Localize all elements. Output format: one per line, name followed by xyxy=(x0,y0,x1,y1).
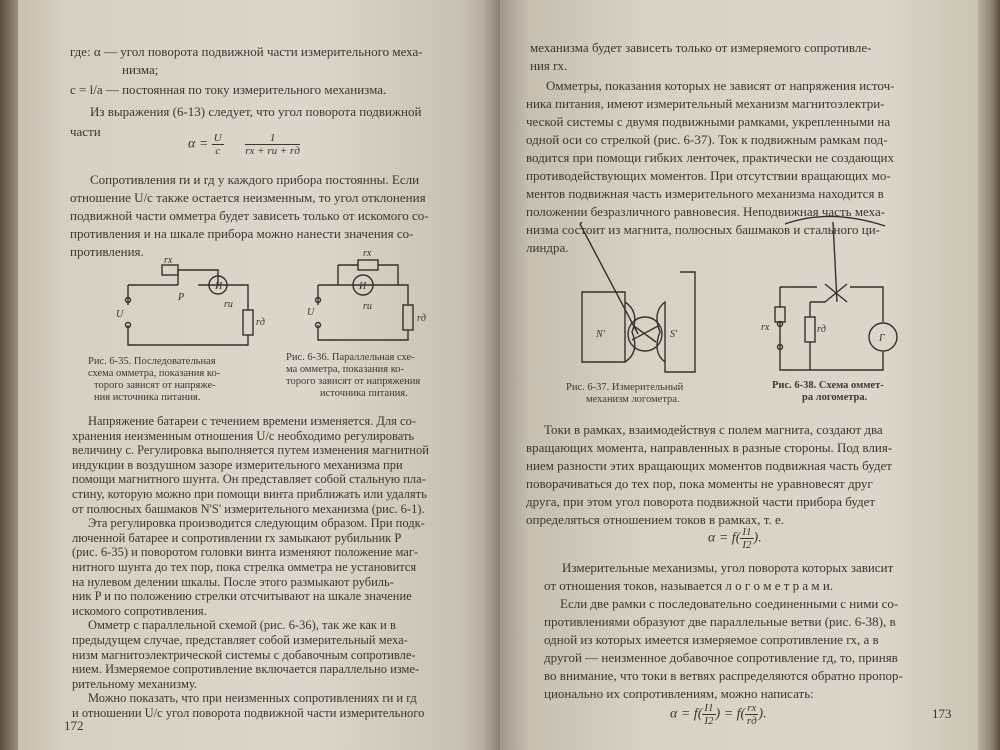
text-line: противлениями образуют две параллельные ветви (рис. 6-38), в xyxy=(544,614,896,629)
text-line: подвижной части омметра будет зависеть только от искомого со- xyxy=(70,208,429,223)
book-page-edges-right xyxy=(978,0,1000,750)
label-meter: И xyxy=(215,281,223,292)
label-ri: rи xyxy=(224,299,233,310)
label-rd: rд xyxy=(256,317,265,328)
text-line: и отношении U/c угол поворота подвижной части измерительного xyxy=(72,706,425,720)
text-line: Сопротивления rи и rд у каждого прибора постоянны. Если xyxy=(90,172,420,187)
page-number-left: 172 xyxy=(64,718,84,733)
formula-frac-u-c xyxy=(212,132,224,157)
figure-6-36-circuit xyxy=(303,245,443,350)
text-line: Напряжение батареи с течением времени изменяется. Для со- xyxy=(88,414,417,428)
text-line: на нулевом делении шкалы. После этого размыкают рубиль- xyxy=(72,574,394,589)
text-line: вращающих момента, направленных в разные стороны. Под влия- xyxy=(526,440,893,455)
text-line: индукции в воздушном зазоре измерительного механизма при xyxy=(72,457,403,472)
text-line: ника питания, имеют измерительный механизм магнитоэлектри- xyxy=(526,96,885,111)
text-line: низма состоит из магнита, полюсных башмаков и стального ци- xyxy=(526,222,881,237)
text-line: Омметр с параллельной схемой (рис. 6-36), так же как и в xyxy=(88,618,396,633)
label-rx: rx xyxy=(761,322,770,333)
text-line: где: α — угол поворота подвижной части измерительного меха- xyxy=(70,44,423,59)
text-line: ния rx. xyxy=(530,58,568,73)
caption-line: торого зависят от напряже- xyxy=(94,380,216,391)
formula-mid: = f xyxy=(723,706,741,722)
text-line: хранения неизменным отношения U/c необходимо регулировать xyxy=(72,428,415,443)
formula-num: rx xyxy=(747,702,757,714)
text-line: люченной батарее и сопротивлении rx замыкают рубильник P xyxy=(72,530,402,545)
label-rx: rx xyxy=(164,255,173,266)
formula-tail: . xyxy=(763,706,767,722)
text-line: рительному механизму. xyxy=(72,676,197,691)
text-line: ческой системы с двумя подвижными рамками, укрепленными на xyxy=(526,114,891,129)
caption-line: ма омметра, показания ко- xyxy=(286,364,405,375)
label-ri: rи xyxy=(363,301,372,312)
formula-den: I2 xyxy=(704,715,714,727)
text-line: Омметры, показания которых не зависят от напряжения источ- xyxy=(546,78,895,93)
formula-frac xyxy=(740,526,753,551)
formula-den: c xyxy=(215,145,221,157)
text-line: поворачиваться до тех пор, пока моменты не уравновесят друг xyxy=(526,476,873,491)
text-line: Из выражения (6-13) следует, что угол поворота подвижной xyxy=(90,104,422,119)
label-s: S' xyxy=(670,329,678,340)
text-line: друга, при этом угол поворота подвижной части прибора будет xyxy=(526,494,876,509)
caption-line: механизм логометра. xyxy=(586,394,680,405)
caption-line: источника питания. xyxy=(320,388,408,399)
label-rd: rд xyxy=(417,313,426,324)
text-line: водится при помощи гибких ленточек, практически не создающих xyxy=(526,150,894,165)
text-line: низма; xyxy=(122,62,159,77)
text-line: линдра. xyxy=(526,240,569,255)
formula-lhs: α = f xyxy=(670,706,698,722)
text-line: противления. xyxy=(70,244,144,259)
formula-den: I2 xyxy=(742,539,752,551)
figure-6-38-circuit xyxy=(755,212,905,377)
text-line: противления и на шкале прибора можно нанести значения со- xyxy=(70,226,414,241)
text-line: предыдущем случае, представляет собой измерительный меха- xyxy=(72,633,408,647)
label-rx: rx xyxy=(363,248,372,259)
caption-line: Рис. 6-36. Параллельная схе- xyxy=(286,352,415,363)
label-u: U xyxy=(116,309,124,320)
label-p: P xyxy=(178,292,185,303)
text-line: части xyxy=(70,124,101,139)
text-line: стину, которую можно при помощи винта приближать или удалять xyxy=(72,487,427,501)
text-line: c = l/a — постоянная по току измерительного механизма. xyxy=(70,82,387,97)
figure-6-37-caption xyxy=(566,382,683,406)
text-line: противодействующих моментов. При отсутствии вращающих мо- xyxy=(526,168,891,183)
text-line: от полюсных башмаков N'S' измерительного механизма (рис. 6-1). xyxy=(72,501,425,516)
formula-alpha xyxy=(188,132,300,157)
text-line: ник P и по положению стрелки отсчитывают на шкале значение xyxy=(72,589,412,604)
caption-line: Рис. 6-35. Последовательная xyxy=(88,356,216,367)
right-page xyxy=(500,0,978,750)
formula-tail: . xyxy=(758,530,762,546)
formula-den: rx + rи + rд xyxy=(245,145,300,157)
text-line: величину c. Регулировка выполняется путем изменения магнитной xyxy=(72,443,429,458)
text-line: определяться отношением токов в рамках, т. е. xyxy=(526,512,784,527)
text-line: нием. Измеряемое сопротивление включается параллельно изме- xyxy=(72,662,420,677)
formula-logometer-2: α = f( $\frac{I1}{I2}$ ) = f( $\frac{rx}{rд}$ ). xyxy=(670,702,767,727)
text-line: Измерительные механизмы, угол поворота которых зависит xyxy=(562,560,894,575)
formula-num: U xyxy=(213,132,222,144)
text-line: помощи магнитного шунта. Он представляет собой стальную пла- xyxy=(72,472,426,487)
formula-den: rд xyxy=(746,715,757,727)
formula-num: 1 xyxy=(245,132,300,145)
caption-line: Рис. 6-38. Схема оммет- xyxy=(772,380,884,391)
text-line: Если две рамки с последовательно соединенными с ними со- xyxy=(560,596,899,611)
page-number-right: 173 xyxy=(932,706,952,721)
caption-line: схема омметра, показания ко- xyxy=(88,368,221,379)
formula-logometer-1: α = f( $\frac{I1}{I2}$ ). xyxy=(708,526,762,551)
text-line: во внимание, что токи в ветвях распределяются обратно пропор- xyxy=(544,668,903,683)
label-g: Г xyxy=(879,333,885,344)
formula-lhs: α = f xyxy=(708,530,736,546)
text-line: другой — неизменное добавочное сопротивление rд, то, приняв xyxy=(544,650,898,665)
label-rd: rд xyxy=(817,324,826,335)
text-line: Токи в рамках, взаимодействуя с полем магнита, создают два xyxy=(544,422,883,437)
text-line: положении безразличного равновесия. Неподвижная часть меха- xyxy=(526,204,886,219)
text-line: искомого сопротивления. xyxy=(72,603,207,618)
text-line: одной из которых имеется измеряемое сопротивление rx, а в xyxy=(544,632,879,647)
formula-frac xyxy=(745,702,758,727)
figure-6-37-mechanism xyxy=(570,222,710,377)
text-line: от отношения токов, называется л о г о м е т р а м и. xyxy=(544,578,834,593)
figure-6-36-caption xyxy=(286,352,420,400)
text-line: низм магнитоэлектрической системы с добавочным сопротивле- xyxy=(72,647,416,662)
caption-line: торого зависят от напряжения xyxy=(286,376,421,387)
figure-6-38-caption xyxy=(772,380,884,404)
text-line: нитного шунта до тех пор, пока стрелка омметра не установится xyxy=(72,560,417,574)
label-meter: И xyxy=(359,281,367,292)
figure-6-35-circuit xyxy=(108,255,268,355)
text-line: Можно показать, что при неизменных сопротивлениях rи и rд xyxy=(88,691,417,706)
text-line: одной оси со стрелкой (рис. 6-37). Ток к подвижным рамкам под- xyxy=(526,132,888,147)
caption-line: ра логометра. xyxy=(802,392,868,403)
label-n: N' xyxy=(596,329,605,340)
text-line: ционально их сопротивлениям, можно написать: xyxy=(544,686,814,701)
text-line: отношение U/c также остается неизменным, то угол отклонения xyxy=(70,190,426,205)
text-line: (рис. 6-35) и поворотом головки винта изменяют положение маг- xyxy=(72,545,419,560)
text-line: Эта регулировка производится следующим образом. При подк- xyxy=(88,516,425,531)
caption-line: ния источника питания. xyxy=(94,392,201,403)
formula-num: I1 xyxy=(742,526,752,538)
figure-6-35-caption xyxy=(88,356,220,404)
formula-frac xyxy=(702,702,715,727)
text-line: нием разности этих вращающих моментов подвижная часть будет xyxy=(526,458,892,473)
label-u: U xyxy=(307,307,315,318)
formula-lhs: α = xyxy=(188,136,209,152)
text-line: механизма будет зависеть только от измеряемого сопротивле- xyxy=(530,40,872,55)
book-cover-edge-left xyxy=(0,0,18,750)
formula-frac-resist xyxy=(245,132,300,157)
formula-num: I1 xyxy=(704,702,714,714)
caption-line: Рис. 6-37. Измерительный xyxy=(566,382,684,393)
text-line: ментов подвижная часть измерительного механизма находится в xyxy=(526,186,884,201)
